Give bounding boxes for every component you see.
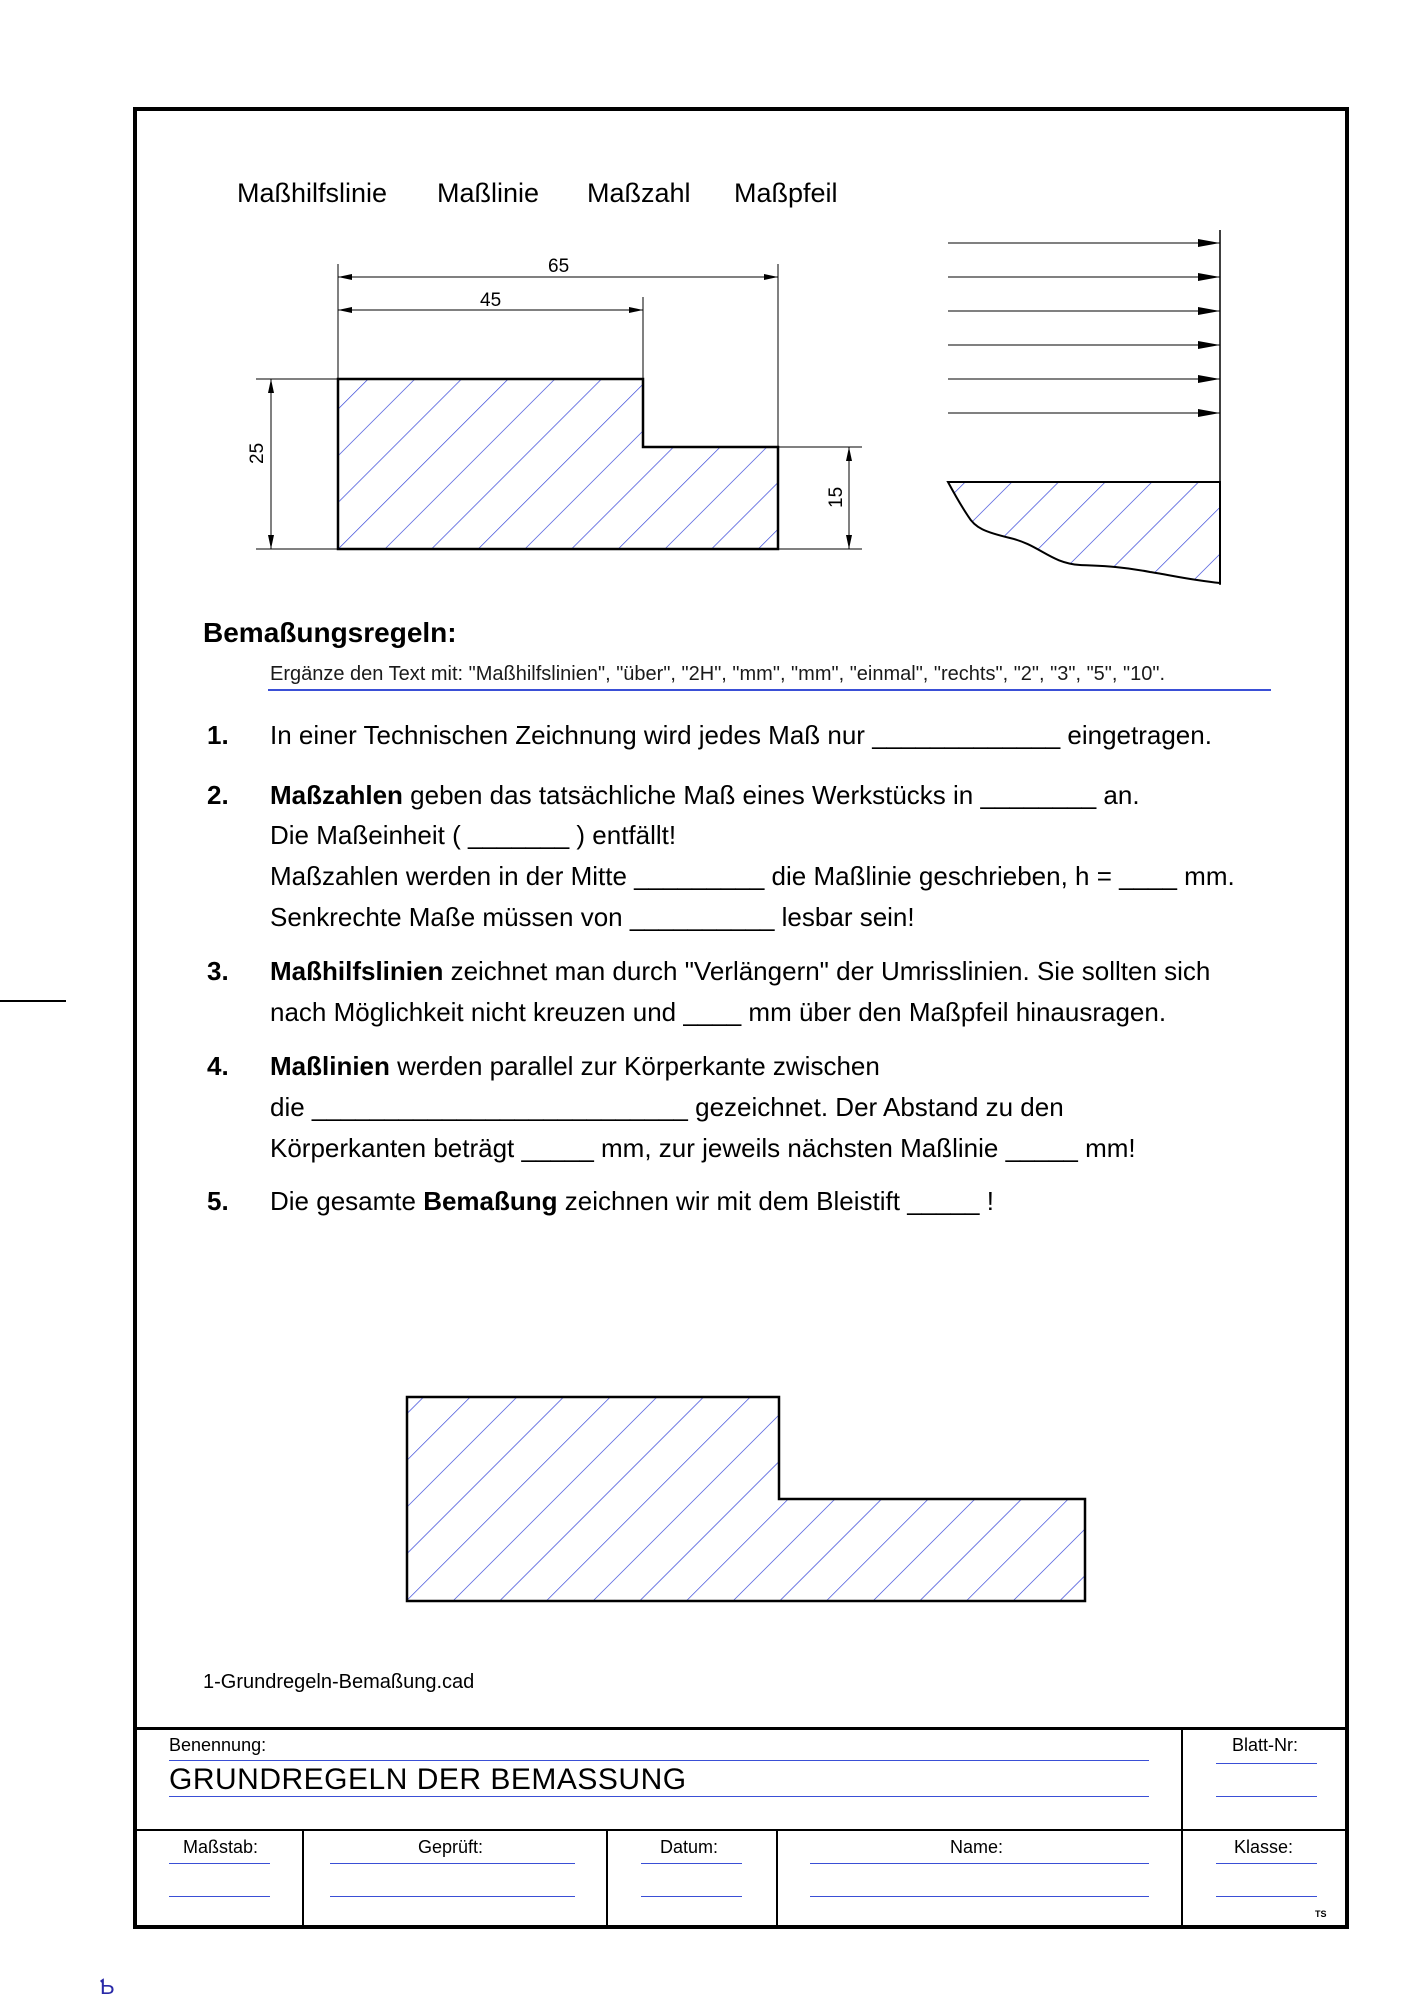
datum-line-2: [641, 1896, 742, 1897]
rules-heading: Bemaßungsregeln:: [203, 617, 457, 648]
name-line-2: [810, 1896, 1149, 1897]
name-label: Name:: [950, 1837, 1004, 1857]
klasse-label: Klasse:: [1234, 1837, 1294, 1857]
rule-4-line-1: Maßlinien werden parallel zur Körperkante zwischen: [270, 1051, 880, 1081]
instruction-text: Ergänze den Text mit: "Maßhilfslinien", "über", "2H", "mm", "mm", "einmal", "rechts", "2", "3", "5", "10".: [270, 663, 1165, 685]
rule-3-line-1: Maßhilfslinien zeichnet man durch "Verlängern" der Umrisslinien. Sie sollten sich: [270, 956, 1211, 986]
rule-5-number: 5.: [207, 1186, 229, 1216]
rule-2-line-1: Maßzahlen geben das tatsächliche Maß eines Werkstücks in ________ an.: [270, 780, 1140, 810]
title-block-divider-3: [776, 1829, 778, 1929]
title-block-top-border: [133, 1727, 1349, 1730]
massstab-line-2: [169, 1896, 270, 1897]
rule-5-text: Die gesamte Bemaßung zeichnen wir mit dem Bleistift _____ !: [270, 1186, 994, 1216]
file-name: 1-Grundregeln-Bemaßung.cad: [203, 1671, 475, 1693]
stepped-part-dimensioned: [256, 264, 862, 549]
geprueft-line-2: [330, 1896, 575, 1897]
rule-3-line-2: nach Möglichkeit nicht kreuzen und ____ mm über den Maßpfeil hinausragen.: [270, 997, 1167, 1027]
geprueft-line-1: [330, 1863, 575, 1864]
rule-2-line-2: Die Maßeinheit ( _______ ) entfällt!: [270, 820, 677, 850]
dim-65: 65: [548, 256, 570, 277]
term-masslinie: Maßlinie: [437, 178, 540, 208]
title-block-divider-2: [606, 1829, 608, 1929]
term-masspfeil: Maßpfeil: [734, 178, 838, 208]
rule-4-line-3: Körperkanten beträgt _____ mm, zur jeweils nächsten Maßlinie _____ mm!: [270, 1133, 1136, 1163]
rule-4-line-2: die __________________________ gezeichnet. Der Abstand zu den: [270, 1092, 1064, 1122]
blatt-line-1: [1216, 1763, 1317, 1764]
dim-15: 15: [826, 486, 847, 508]
title-block-divider-1: [302, 1829, 304, 1929]
rule-1-number: 1.: [207, 720, 229, 750]
arrow-illustration: [948, 230, 1220, 585]
benennung-value: GRUNDREGELN DER BEMASSUNG: [169, 1763, 687, 1796]
benennung-line-2: [169, 1796, 1149, 1797]
dim-45: 45: [480, 290, 502, 311]
rule-2-number: 2.: [207, 780, 229, 810]
massstab-line-1: [169, 1863, 270, 1864]
rule-3-number: 3.: [207, 956, 229, 986]
stepped-part-blank: [407, 1397, 1085, 1601]
corner-mark-icon: Ƅ: [100, 1974, 115, 1999]
rule-2-line-3: Maßzahlen werden in der Mitte _________ die Maßlinie geschrieben, h = ____ mm.: [270, 861, 1235, 891]
massstab-label: Maßstab:: [183, 1837, 259, 1857]
name-line-1: [810, 1863, 1149, 1864]
geprueft-label: Geprüft:: [418, 1837, 484, 1857]
datum-line-1: [641, 1863, 742, 1864]
klasse-line-2: [1216, 1896, 1317, 1897]
instruction-underline: [268, 689, 1271, 691]
klasse-line-1: [1216, 1863, 1317, 1864]
dim-25: 25: [247, 442, 268, 464]
blatt-label: Blatt-Nr:: [1232, 1735, 1299, 1755]
ts-mark: TS: [1315, 1909, 1327, 1919]
datum-label: Datum:: [660, 1837, 719, 1857]
benennung-line-1: [169, 1760, 1149, 1761]
blatt-line-2: [1216, 1796, 1317, 1797]
term-masshilfslinie: Maßhilfslinie: [237, 178, 388, 208]
term-masszahl: Maßzahl: [587, 178, 691, 208]
title-block-divider-4: [1181, 1829, 1183, 1929]
rule-4-number: 4.: [207, 1051, 229, 1081]
benennung-label: Benennung:: [169, 1735, 267, 1755]
title-block-divider-blatt: [1181, 1727, 1183, 1829]
rule-2-line-4: Senkrechte Maße müssen von __________ lesbar sein!: [270, 902, 915, 932]
title-block-middle-border: [133, 1829, 1349, 1831]
rule-1-text: In einer Technischen Zeichnung wird jedes Maß nur _____________ eingetragen.: [270, 720, 1212, 750]
